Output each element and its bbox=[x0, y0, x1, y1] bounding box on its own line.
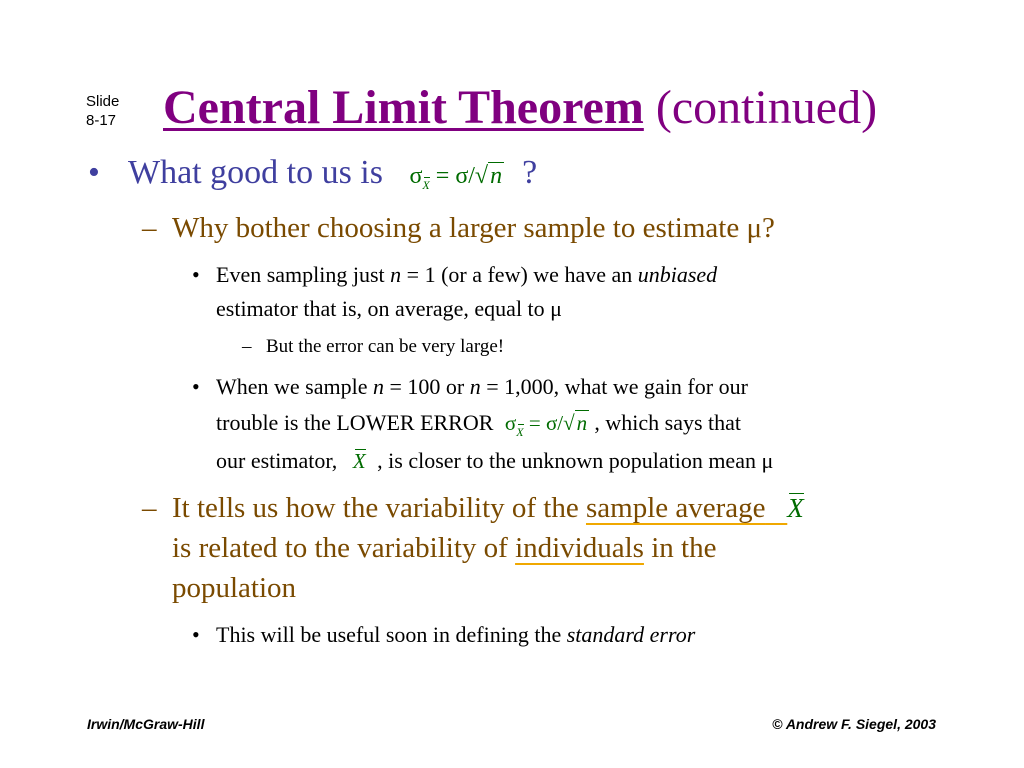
bullet-why-bother: Why bother choosing a larger sample to estimate μ? bbox=[172, 212, 775, 244]
bullet-marker: • bbox=[192, 374, 200, 399]
bullet-marker: • bbox=[192, 622, 200, 647]
highlight-sample-average: sample average X bbox=[585, 492, 804, 524]
std-error-formula: $\sigma_X = \sigma/√n$ bbox=[409, 163, 503, 192]
title-sub: (continued) bbox=[655, 81, 878, 134]
question-mark: ? bbox=[522, 154, 538, 191]
bullet-what-good bbox=[128, 154, 537, 193]
dash-marker: – bbox=[142, 492, 157, 524]
slide-title bbox=[163, 78, 877, 138]
bullet-marker: • bbox=[88, 154, 100, 191]
bullet-marker: • bbox=[192, 262, 200, 287]
bullet-even-sampling-cont: estimator that is, on average, equal to μ bbox=[216, 296, 562, 321]
xbar-symbol: X bbox=[352, 449, 366, 473]
bullet-lower-error: trouble is the LOWER ERROR $\sigma_X = \sigma/√n$ , which says that bbox=[216, 410, 742, 439]
bullet-standard-error: This will be useful soon in defining the standard error bbox=[216, 622, 696, 647]
std-error-formula-inline: $\sigma_X = \sigma/√n$ bbox=[504, 411, 588, 439]
bullet-when-sample: When we sample n = 100 or n = 1,000, what we gain for our bbox=[216, 374, 748, 399]
bullet-error-large: But the error can be very large! bbox=[266, 336, 505, 357]
bullet-tells-us-cont: is related to the variability of individuals in the bbox=[172, 532, 717, 564]
highlight-individuals: individuals bbox=[515, 532, 644, 564]
slide-number bbox=[86, 92, 119, 130]
footer-copyright: © Andrew F. Siegel, 2003 bbox=[772, 716, 936, 732]
title-main: Central Limit Theorem bbox=[163, 81, 644, 134]
bullet-tells-us: It tells us how the variability of the sample average X bbox=[172, 492, 804, 524]
slide-label: Slide bbox=[86, 93, 120, 110]
bullet-text: What good to us is bbox=[128, 154, 383, 191]
footer-publisher: Irwin/McGraw-Hill bbox=[87, 716, 205, 732]
slide-id: 8-17 bbox=[86, 112, 117, 129]
dash-marker: – bbox=[242, 336, 252, 357]
bullet-estimator: our estimator, X , is closer to the unknown population mean μ bbox=[216, 448, 774, 473]
bullet-even-sampling: Even sampling just n = 1 (or a few) we have an unbiased bbox=[216, 262, 718, 287]
bullet-tells-us-end: population bbox=[172, 572, 297, 604]
dash-marker: – bbox=[142, 212, 157, 244]
